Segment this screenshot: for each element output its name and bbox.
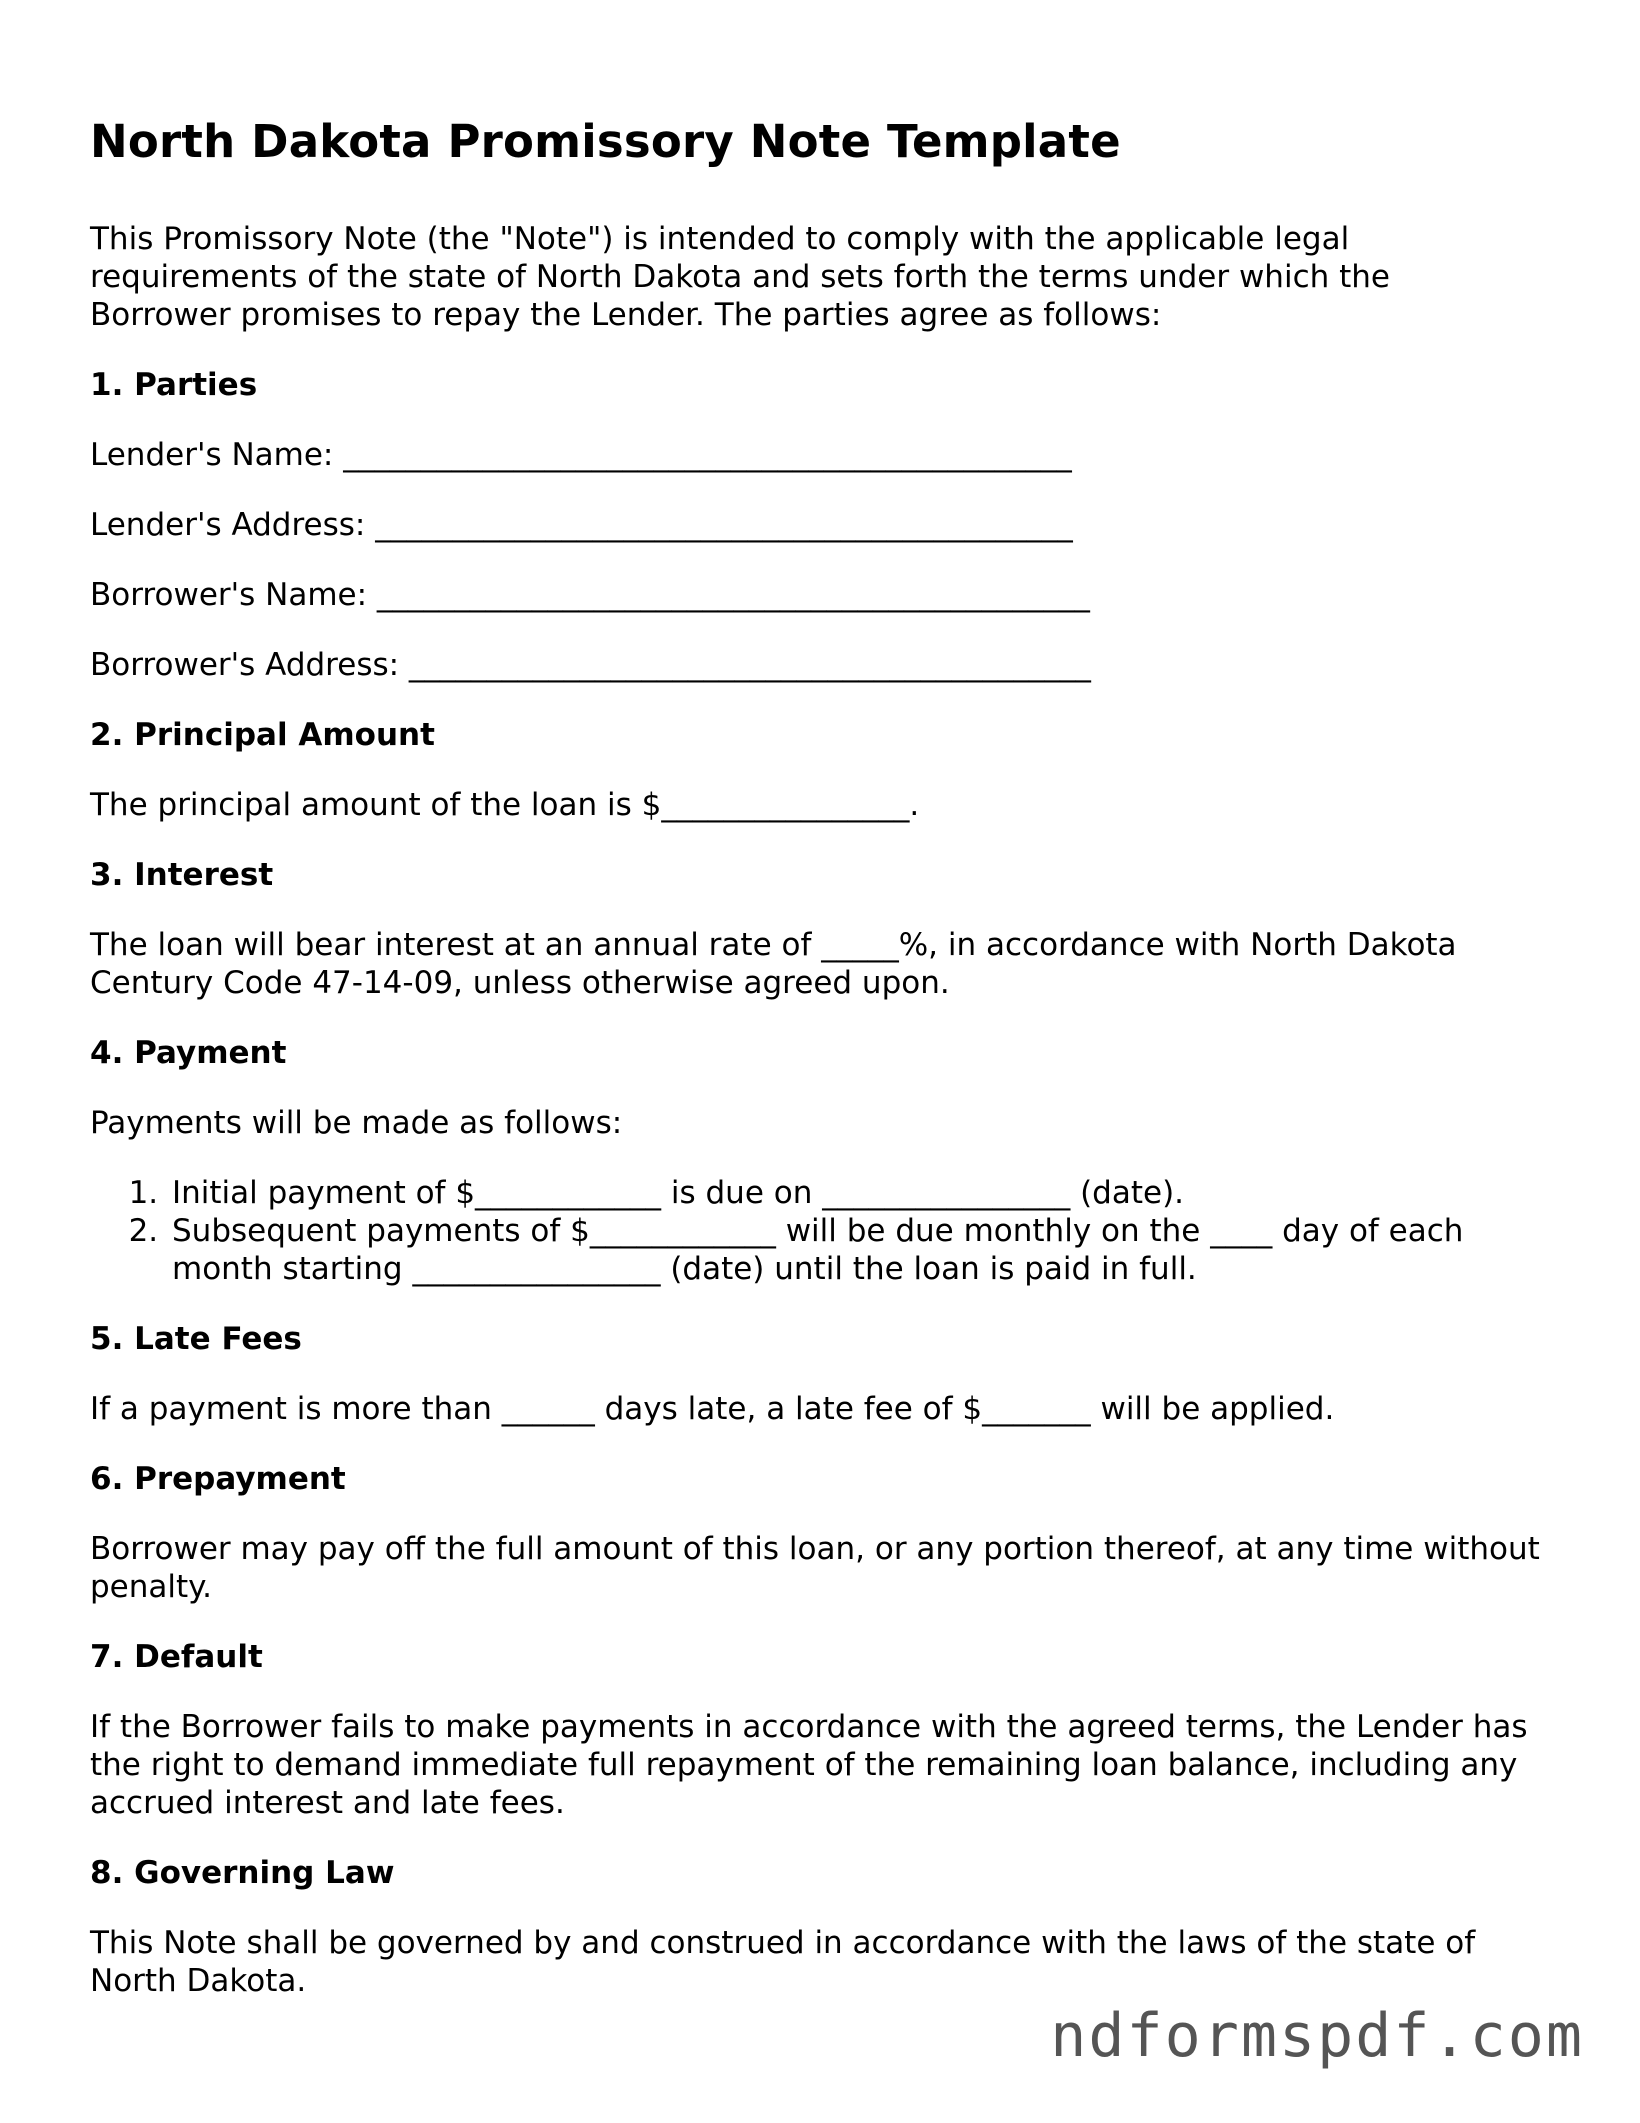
document-page — [90, 108, 1540, 2000]
payment-list — [90, 1174, 1540, 1288]
section-interest — [90, 856, 1540, 1002]
payment-paragraph: Payments will be made as follows: — [90, 1105, 623, 1141]
section-payment — [90, 1034, 1540, 1288]
document-title: North Dakota Promissory Note Template — [90, 115, 1121, 168]
section-parties — [90, 366, 1540, 684]
section-default — [90, 1638, 1540, 1822]
section-governing-law — [90, 1854, 1540, 2000]
intro-paragraph: This Promissory Note (the "Note") is intended to comply with the applicable legal requirements of the state of North Dakota and sets forth the terms under which the Borrower promises to repay the Lender. The parties agree as follows: — [90, 221, 1390, 333]
section-late-fees — [90, 1320, 1540, 1428]
interest-paragraph: The loan will bear interest at an annual rate of _____%, in accordance with North Dakota Century Code 47-14-09, unless otherwise agreed upon. — [90, 927, 1457, 1001]
governing-law-paragraph: This Note shall be governed by and construed in accordance with the laws of the state of North Dakota. — [90, 1925, 1476, 1999]
lender-name-field: Lender's Name: _______________________________________________ — [90, 437, 1072, 473]
section-heading-governing-law: 8. Governing Law — [90, 1855, 395, 1891]
section-heading-late-fees: 5. Late Fees — [90, 1321, 302, 1357]
section-heading-payment: 4. Payment — [90, 1035, 287, 1071]
watermark: ndformspdf.com — [1050, 2001, 1584, 2071]
list-item: 1. Initial payment of $____________ is due on ________________ (date). — [168, 1174, 1540, 1212]
list-item: 2. Subsequent payments of $____________ will be due monthly on the ____ day of each month starting ________________ (date) until the loan is paid in full. — [168, 1212, 1540, 1288]
principal-paragraph: The principal amount of the loan is $________________. — [90, 787, 920, 823]
lender-address-field: Lender's Address: _____________________________________________ — [90, 507, 1073, 543]
section-principal — [90, 716, 1540, 824]
section-prepayment — [90, 1460, 1540, 1606]
section-heading-prepayment: 6. Prepayment — [90, 1461, 346, 1497]
borrower-address-field: Borrower's Address: ____________________________________________ — [90, 647, 1091, 683]
prepayment-paragraph: Borrower may pay off the full amount of this loan, or any portion thereof, at any time without penalty. — [90, 1531, 1540, 1605]
section-heading-default: 7. Default — [90, 1639, 263, 1675]
section-heading-parties: 1. Parties — [90, 367, 258, 403]
section-heading-principal: 2. Principal Amount — [90, 717, 435, 753]
default-paragraph: If the Borrower fails to make payments in accordance with the agreed terms, the Lender has the right to demand immediate full repayment of the remaining loan balance, including any accrued interest and late fees. — [90, 1709, 1528, 1821]
section-heading-interest: 3. Interest — [90, 857, 274, 893]
borrower-name-field: Borrower's Name: ______________________________________________ — [90, 577, 1090, 613]
late-fees-paragraph: If a payment is more than ______ days late, a late fee of $_______ will be applied. — [90, 1391, 1335, 1427]
